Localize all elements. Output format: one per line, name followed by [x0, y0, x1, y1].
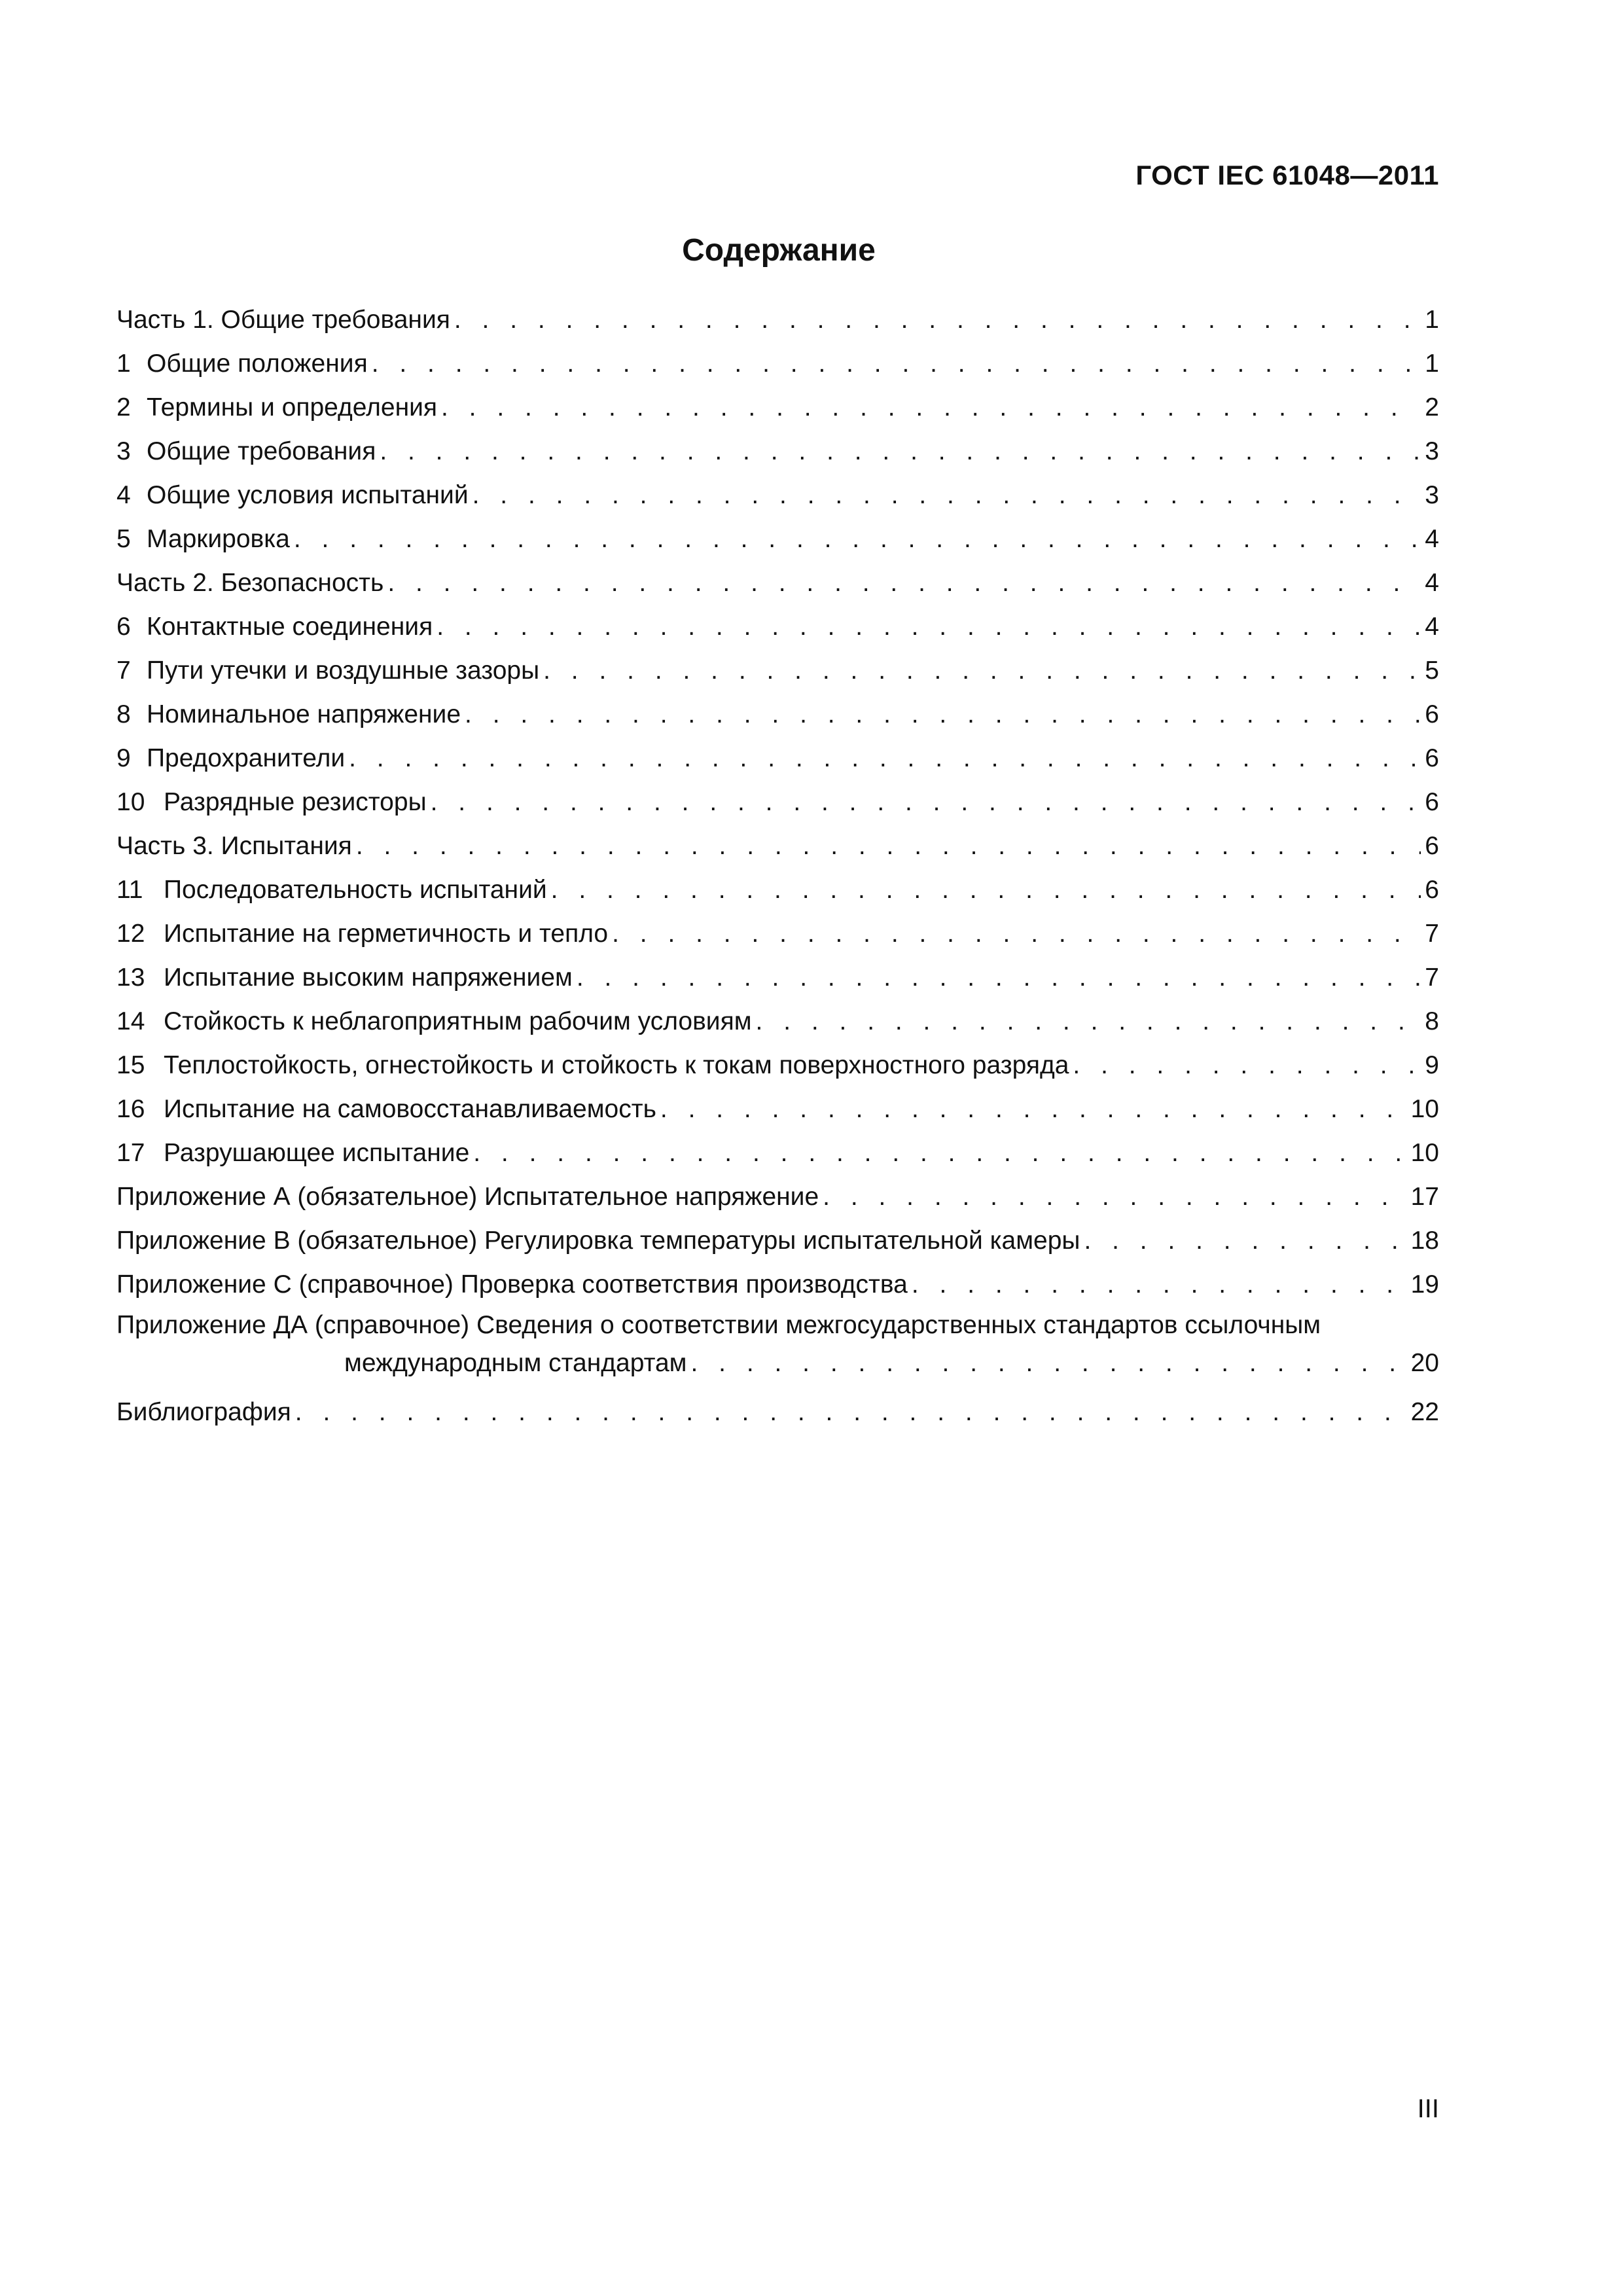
toc-leader-dots: [380, 429, 1421, 473]
toc-entry-label: Часть 2. Безопасность: [116, 569, 384, 597]
toc-entry-label: Приложение А (обязательное) Испытательное напряжение: [116, 1183, 819, 1211]
toc-entry-page: 6: [1425, 788, 1439, 816]
toc-entry-number: 14: [116, 1007, 145, 1035]
toc-entry-label: Общие условия испытаний: [147, 481, 469, 509]
toc-entry-label: Часть 1. Общие требования: [116, 306, 450, 334]
toc-leader-dots: [912, 1263, 1407, 1306]
toc-entry-number: 10: [116, 788, 145, 816]
toc-entry[interactable]: [116, 1175, 1439, 1219]
toc-entry[interactable]: [116, 1131, 1439, 1175]
toc-leader-dots: [612, 912, 1421, 956]
toc-entry-label: Испытание на самовосстанавливаемость: [164, 1095, 656, 1123]
toc-entry-label: Термины и определения: [147, 393, 438, 422]
toc-entry-label: Общие положения: [147, 350, 368, 378]
toc-leader-dots: [823, 1175, 1406, 1219]
toc-entry[interactable]: [116, 736, 1439, 780]
toc-leader-dots: [473, 1131, 1406, 1175]
toc-entry[interactable]: [116, 517, 1439, 561]
toc-entry-page: 7: [1425, 963, 1439, 992]
toc-entry-number: 7: [116, 656, 131, 685]
toc-entry-number: 9: [116, 744, 131, 772]
toc-entry-label: Контактные соединения: [147, 613, 433, 641]
toc-entry-number: 15: [116, 1051, 145, 1079]
toc-entry-number: 6: [116, 613, 131, 641]
toc-entry-label: Номинальное напряжение: [147, 700, 461, 728]
toc-leader-dots: [454, 298, 1421, 342]
toc-entry-page: 6: [1425, 700, 1439, 728]
toc-entry-page: 17: [1410, 1183, 1439, 1211]
toc-entry[interactable]: [116, 342, 1439, 386]
toc-entry-label: Маркировка: [147, 525, 290, 553]
toc-leader-dots: [660, 1087, 1407, 1131]
toc-entry-page: 19: [1410, 1270, 1439, 1299]
toc-leader-dots: [551, 868, 1421, 912]
toc-entry-label: Разрушающее испытание: [164, 1139, 470, 1167]
toc-entry-number: 11: [116, 876, 143, 904]
toc-leader-dots: [294, 517, 1421, 561]
toc-entry-number: 13: [116, 963, 145, 992]
toc-entry[interactable]: [116, 298, 1439, 342]
toc-entry-page: 3: [1425, 437, 1439, 465]
toc-entry-label: Предохранители: [147, 744, 346, 772]
toc-entry[interactable]: [116, 1219, 1439, 1263]
toc-entry-label: международным стандартам: [344, 1349, 687, 1377]
toc-entry-label: Часть 3. Испытания: [116, 832, 352, 860]
toc-entry-label: Испытание высоким напряжением: [164, 963, 573, 992]
toc-entry[interactable]: [116, 912, 1439, 956]
toc-entry-label: Приложение ДА (справочное) Сведения о соответствии межгосударственных стандартов ссылочным: [116, 1311, 1321, 1339]
toc-entry-page: 22: [1410, 1398, 1439, 1426]
toc-leader-dots: [431, 780, 1421, 824]
toc-entry[interactable]: [116, 386, 1439, 429]
toc-entry[interactable]: [116, 780, 1439, 824]
toc-entry-number: 8: [116, 700, 131, 728]
toc-entry-label: Общие требования: [147, 437, 376, 465]
toc-leader-dots: [349, 736, 1421, 780]
toc-leader-dots: [387, 561, 1421, 605]
toc-entry-page: 7: [1425, 920, 1439, 948]
toc-entry[interactable]: [116, 429, 1439, 473]
toc-entry[interactable]: [116, 1263, 1439, 1306]
toc-entry-page: 4: [1425, 613, 1439, 641]
toc-entry[interactable]: [116, 605, 1439, 649]
toc-entry-appendix-da[interactable]: [116, 1306, 1439, 1344]
toc-entry-label: Приложение С (справочное) Проверка соответствия производства: [116, 1270, 908, 1299]
toc-entry-label: Приложение В (обязательное) Регулировка температуры испытательной камеры: [116, 1227, 1080, 1255]
toc-entry-label: Теплостойкость, огнестойкость и стойкость к токам поверхностного разряда: [164, 1051, 1069, 1079]
toc-entry-number: 17: [116, 1139, 145, 1167]
toc-entry-page: 4: [1425, 525, 1439, 553]
toc-entry-label: Испытание на герметичность и тепло: [164, 920, 609, 948]
toc-entry-number: 12: [116, 920, 145, 948]
toc-leader-dots: [543, 649, 1421, 692]
toc-list: [116, 298, 1439, 1306]
toc-entry-page: 18: [1410, 1227, 1439, 1255]
toc-leader-dots: [295, 1390, 1407, 1434]
toc-leader-dots: [465, 692, 1421, 736]
toc-entry[interactable]: [116, 692, 1439, 736]
toc-leader-dots: [756, 999, 1421, 1043]
toc-entry-page: 20: [1410, 1349, 1439, 1377]
toc-entry-number: 5: [116, 525, 131, 553]
toc-entry-page: 2: [1425, 393, 1439, 422]
toc-entry[interactable]: [116, 1087, 1439, 1131]
toc-leader-dots: [356, 824, 1421, 868]
toc-leader-dots: [1073, 1043, 1421, 1087]
toc-entry-page: 8: [1425, 1007, 1439, 1035]
toc-leader-dots: [473, 473, 1421, 517]
toc-entry-page: 1: [1425, 306, 1439, 334]
toc-entry-number: 2: [116, 393, 131, 422]
document-code: ГОСТ IEC 61048—2011: [1135, 160, 1439, 190]
toc-entry[interactable]: [116, 824, 1439, 868]
toc-leader-dots: [1084, 1219, 1406, 1263]
toc-leader-dots: [691, 1344, 1407, 1382]
toc-entry-page: 6: [1425, 876, 1439, 904]
toc-entry-page: 6: [1425, 832, 1439, 860]
toc-entry-label: Разрядные резисторы: [164, 788, 427, 816]
toc-entry-page: 10: [1410, 1095, 1439, 1123]
toc-entry-label: Пути утечки и воздушные зазоры: [147, 656, 540, 685]
toc-entry-number: 16: [116, 1095, 145, 1123]
toc-leader-dots: [437, 605, 1421, 649]
toc-entry-bibliography[interactable]: [116, 1390, 1439, 1434]
toc-entry-label: Последовательность испытаний: [164, 876, 547, 904]
toc-entry-page: 6: [1425, 744, 1439, 772]
table-of-contents: [116, 298, 1439, 1434]
toc-entry[interactable]: [116, 999, 1439, 1043]
toc-leader-dots: [577, 956, 1421, 999]
toc-entry-page: 4: [1425, 569, 1439, 597]
page-title: Содержание: [682, 233, 876, 268]
toc-entry-page: 1: [1425, 350, 1439, 378]
toc-entry-number: 3: [116, 437, 131, 465]
toc-entry-appendix-da-continued[interactable]: [116, 1344, 1439, 1382]
toc-entry[interactable]: [116, 1043, 1439, 1087]
toc-entry-page: 3: [1425, 481, 1439, 509]
toc-entry-number: 4: [116, 481, 131, 509]
toc-entry-page: 5: [1425, 656, 1439, 685]
toc-entry[interactable]: [116, 956, 1439, 999]
toc-entry[interactable]: [116, 473, 1439, 517]
toc-entry[interactable]: [116, 649, 1439, 692]
toc-entry[interactable]: [116, 868, 1439, 912]
toc-entry[interactable]: [116, 561, 1439, 605]
toc-leader-dots: [441, 386, 1421, 429]
toc-entry-number: 1: [116, 350, 131, 378]
toc-entry-page: 10: [1410, 1139, 1439, 1167]
toc-entry-label: Стойкость к неблагоприятным рабочим условиям: [164, 1007, 752, 1035]
toc-leader-dots: [372, 342, 1421, 386]
toc-entry-page: 9: [1425, 1051, 1439, 1079]
toc-entry-label: Библиография: [116, 1398, 291, 1426]
page-number: III: [1417, 2094, 1439, 2123]
